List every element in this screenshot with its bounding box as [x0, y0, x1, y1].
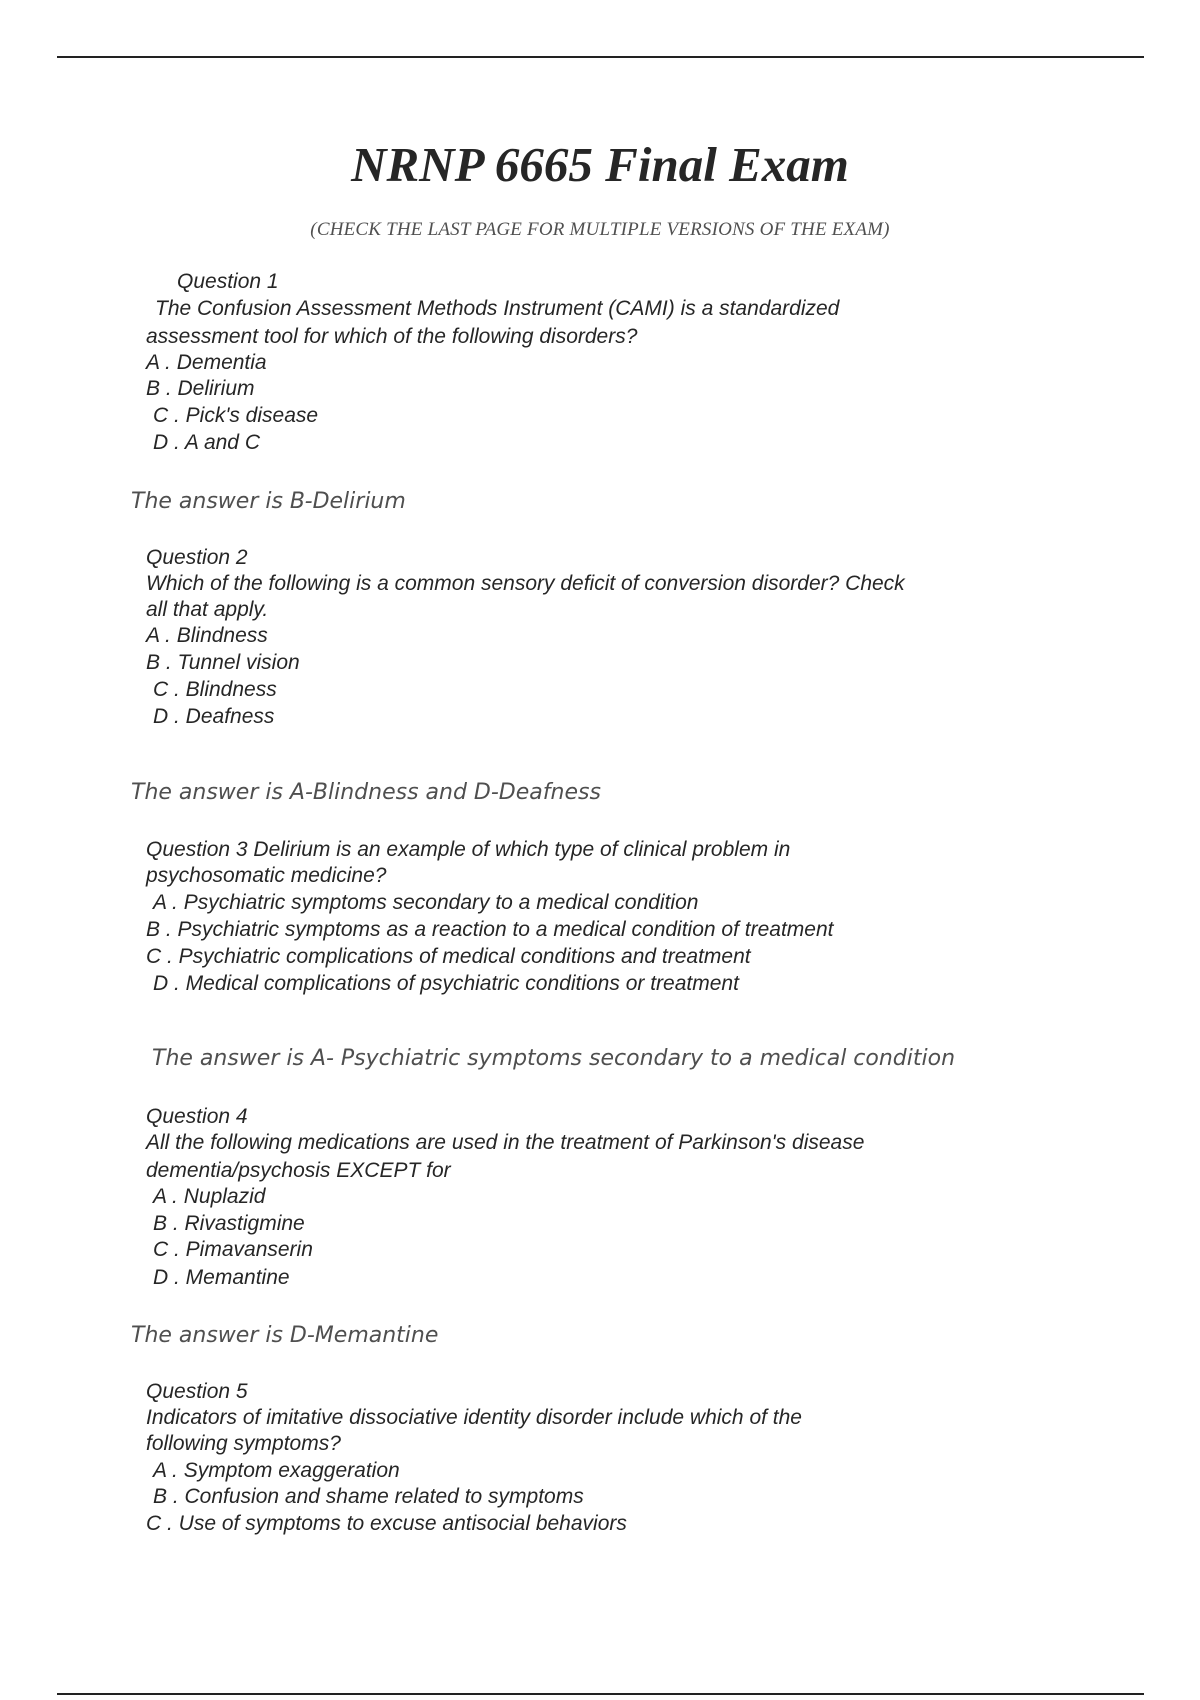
question-5-stem-line-2: following symptoms? — [146, 1432, 341, 1455]
question-3-option-a: A . Psychiatric symptoms secondary to a medical condition — [153, 891, 699, 914]
question-2-label: Question 2 — [146, 546, 248, 569]
question-1-option-b: B . Delirium — [146, 377, 255, 400]
question-3-stem-line-1: Question 3 Delirium is an example of which type of clinical problem in — [146, 838, 791, 861]
question-1-answer: The answer is B-Delirium — [131, 489, 406, 514]
question-2-option-c: C . Blindness — [153, 678, 277, 701]
question-1-stem-line-2: assessment tool for which of the following disorders? — [146, 325, 638, 348]
question-2-stem-line-2: all that apply. — [146, 598, 269, 621]
bottom-rule — [57, 1693, 1144, 1695]
question-2-option-d: D . Deafness — [153, 705, 275, 728]
question-3-answer: The answer is A- Psychiatric symptoms secondary to a medical condition — [152, 1046, 956, 1071]
question-5-option-b: B . Confusion and shame related to symptoms — [153, 1485, 584, 1508]
question-2-stem-line-1: Which of the following is a common sensory deficit of conversion disorder? Check — [146, 572, 905, 595]
question-3-option-c: C . Psychiatric complications of medical conditions and treatment — [146, 945, 751, 968]
question-4-option-a: A . Nuplazid — [153, 1185, 266, 1208]
question-4-option-b: B . Rivastigmine — [153, 1212, 305, 1235]
question-1-stem-line-1: The Confusion Assessment Methods Instrument (CAMI) is a standardized — [155, 297, 840, 320]
question-1-label: Question 1 — [177, 270, 279, 293]
page-subtitle: (CHECK THE LAST PAGE FOR MULTIPLE VERSIONS OF THE EXAM) — [310, 219, 890, 240]
question-5-option-a: A . Symptom exaggeration — [153, 1459, 400, 1482]
question-2-answer: The answer is A-Blindness and D-Deafness — [131, 780, 601, 805]
question-3-option-b: B . Psychiatric symptoms as a reaction to a medical condition of treatment — [146, 918, 834, 941]
question-3-option-d: D . Medical complications of psychiatric conditions or treatment — [153, 972, 739, 995]
top-rule — [57, 56, 1144, 58]
question-4-option-d: D . Memantine — [153, 1266, 290, 1289]
question-4-label: Question 4 — [146, 1105, 248, 1128]
question-2-option-b: B . Tunnel vision — [146, 651, 300, 674]
question-5-option-c: C . Use of symptoms to excuse antisocial behaviors — [146, 1512, 627, 1535]
question-1-option-d: D . A and C — [153, 431, 260, 454]
question-4-answer: The answer is D-Memantine — [131, 1323, 439, 1348]
question-4-stem-line-1: All the following medications are used in the treatment of Parkinson's disease — [146, 1131, 865, 1154]
question-4-option-c: C . Pimavanserin — [153, 1238, 313, 1261]
question-1-option-c: C . Pick's disease — [153, 404, 319, 427]
question-5-label: Question 5 — [146, 1380, 248, 1403]
question-3-stem-line-2: psychosomatic medicine? — [146, 864, 387, 887]
question-4-stem-line-2: dementia/psychosis EXCEPT for — [146, 1159, 451, 1182]
page-title: NRNP 6665 Final Exam — [351, 137, 849, 192]
question-1-option-a: A . Dementia — [146, 351, 267, 374]
question-5-stem-line-1: Indicators of imitative dissociative identity disorder include which of the — [146, 1406, 802, 1429]
question-2-option-a: A . Blindness — [146, 624, 268, 647]
